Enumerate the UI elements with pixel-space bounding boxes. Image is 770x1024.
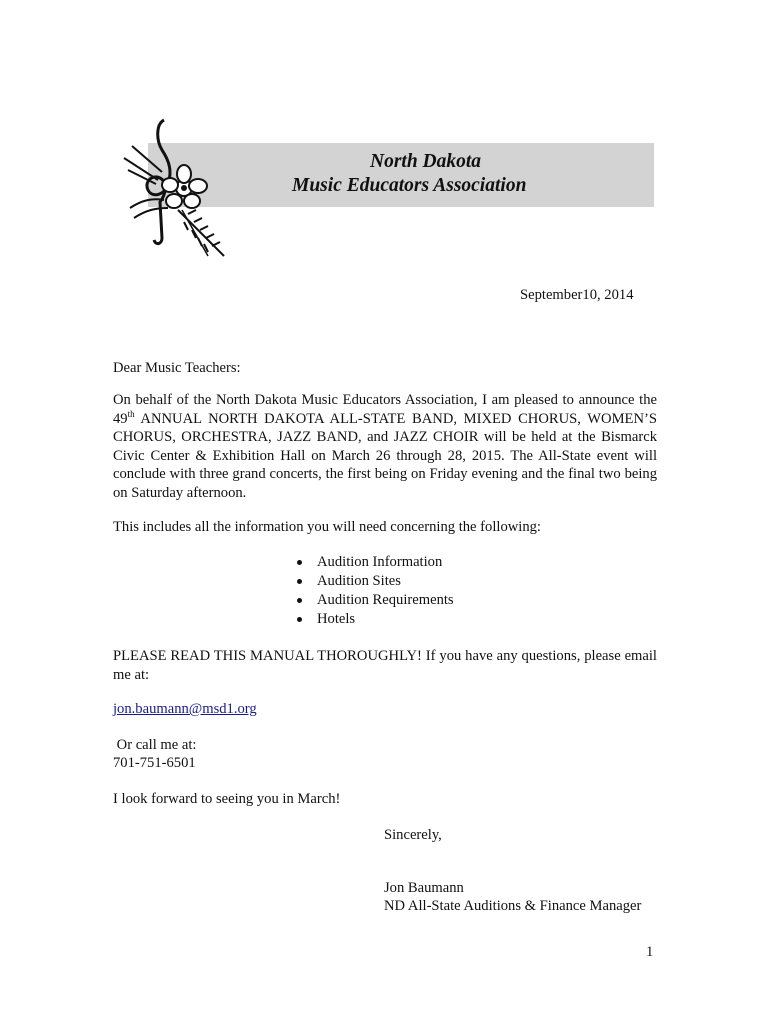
page-number: 1 — [646, 944, 654, 960]
notice-paragraph: PLEASE READ THIS MANUAL THOROUGHLY! If you have any questions, please email me at: — [113, 648, 657, 683]
email-link[interactable]: jon.baumann@msd1.org — [113, 701, 257, 717]
bullet-icon — [297, 617, 302, 622]
list-item-label: Audition Information — [317, 554, 443, 570]
organization-name — [292, 150, 592, 198]
sign-off: Sincerely, — [384, 827, 442, 843]
intro-paragraph — [113, 391, 657, 503]
list-item-label: Audition Sites — [317, 573, 401, 589]
list-item-label: Audition Requirements — [317, 592, 454, 608]
bullet-icon — [297, 579, 302, 584]
list-item — [296, 553, 454, 572]
ordinal-suffix: th — [127, 408, 135, 419]
organization-name-line1: North Dakota — [370, 151, 482, 172]
signer-title: ND All-State Auditions & Finance Manager — [384, 898, 642, 914]
phone-number: 701-751-6501 — [113, 755, 196, 771]
letter-date: September10, 2014 — [520, 287, 634, 303]
topic-list — [296, 553, 454, 629]
list-item — [296, 610, 454, 629]
intro-text-start: On behalf of the North Dakota Music Educators Association, I am pleased to announce the 49 — [113, 392, 657, 427]
bullet-icon — [297, 598, 302, 603]
treble-clef-flower-wheat-icon — [112, 110, 242, 260]
letter-greeting: Dear Music Teachers: — [113, 360, 241, 376]
list-item — [296, 591, 454, 610]
list-item — [296, 572, 454, 591]
closing-sentence: I look forward to seeing you in March! — [113, 791, 341, 807]
organization-name-line2: Music Educators Association — [292, 175, 527, 196]
intro-text-rest: ANNUAL NORTH DAKOTA ALL-STATE BAND, MIXED CHORUS, WOMEN’S CHORUS, ORCHESTRA, JAZZ BAND, and JAZZ CHOIR will be held at the Bismarck Civic Center & Exhibition Hall on March 26 through 28, 2015. The All-State event will conclude with three grand concerts, the first being on Friday evening and the final two being on Saturday afternoon. — [113, 410, 657, 501]
info-intro: This includes all the information you will need concerning the following: — [113, 519, 541, 535]
signer-name: Jon Baumann — [384, 880, 464, 896]
call-label: Or call me at: — [113, 737, 197, 753]
bullet-icon — [297, 560, 302, 565]
list-item-label: Hotels — [317, 611, 356, 627]
